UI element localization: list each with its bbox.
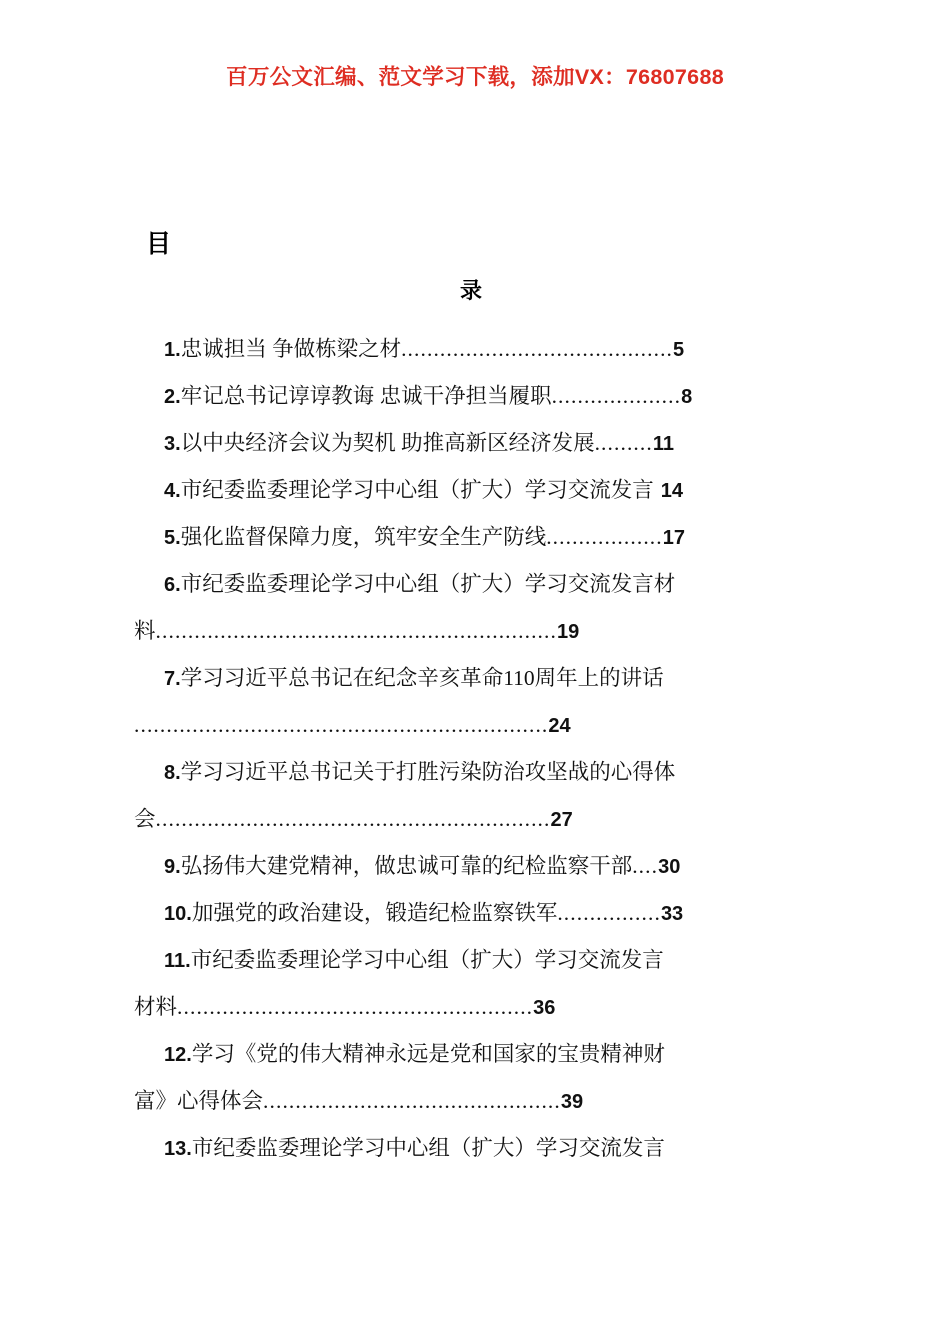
toc-entry-number: 13.: [164, 1138, 192, 1160]
promo-banner-text: 百万公文汇编、范文学习下载，添加VX：76807688: [226, 65, 724, 89]
toc-entry-line-continued: [134, 702, 814, 749]
toc-page-number: 36: [533, 997, 556, 1019]
toc-entry-line-continued: [134, 1078, 814, 1125]
toc-leader-dots: .......................................................: [177, 995, 534, 1019]
toc-leader-dots: ....................: [551, 384, 682, 408]
toc-entry[interactable]: [134, 373, 814, 420]
toc-entry-title: 市纪委监委理论学习中心组（扩大）学习交流发言材: [180, 572, 676, 596]
toc-entry-number: 6.: [164, 574, 181, 596]
toc-entry-title: 忠诚担当 争做栋梁之材: [180, 337, 402, 361]
toc-entry-line: [134, 1031, 814, 1078]
toc-entry-title: 学习习近平总书记在纪念辛亥革命110周年上的讲话: [180, 666, 664, 690]
toc-entry-number: 10.: [164, 903, 192, 925]
toc-page-number: 14: [660, 480, 683, 502]
toc-entry-line-continued: [134, 608, 814, 655]
toc-entry[interactable]: [134, 561, 814, 655]
toc-entry-number: 12.: [164, 1044, 192, 1066]
toc-entry-line: [134, 749, 814, 796]
toc-entry-line: [134, 655, 814, 702]
toc-entry-line: [134, 890, 814, 937]
toc-entry-line: [134, 420, 814, 467]
toc-entry[interactable]: [134, 655, 814, 749]
toc-entry-title: 市纪委监委理论学习中心组（扩大）学习交流发言: [180, 478, 654, 502]
toc-entry-title-continued: 会: [134, 807, 156, 831]
toc-page-number: 11: [652, 433, 675, 455]
toc-entry-title: 牢记总书记谆谆教诲 忠诚干净担当履职: [180, 384, 552, 408]
toc-entry-number: 5.: [164, 527, 181, 549]
toc-entry[interactable]: [134, 467, 814, 514]
toc-page-number: 8: [681, 386, 693, 408]
toc-page-number: 27: [550, 809, 573, 831]
toc-entry-title: 学习习近平总书记关于打胜污染防治攻坚战的心得体: [180, 760, 676, 784]
toc-entry[interactable]: [134, 420, 814, 467]
toc-page-number: 19: [556, 621, 580, 643]
toc-entry-number: 11.: [164, 950, 191, 972]
toc-entry[interactable]: [134, 514, 814, 561]
toc-entry[interactable]: [134, 1125, 814, 1172]
toc-entry-title-continued: 材料: [134, 995, 178, 1019]
toc-entry-line: [134, 1125, 814, 1172]
toc-page-number: 39: [560, 1091, 584, 1113]
toc-entry-number: 7.: [164, 668, 181, 690]
toc-leader-dots: ..............................................: [263, 1089, 561, 1113]
toc-entry[interactable]: [134, 326, 814, 373]
toc-entry-line: [134, 514, 814, 561]
toc-entry-title: 加强党的政治建设，锻造纪检监察铁军: [191, 901, 558, 925]
toc-leader-dots: ....: [632, 854, 659, 878]
toc-entry-title-continued: 富》心得体会: [134, 1089, 264, 1113]
toc-entry-number: 2.: [164, 386, 181, 408]
toc-entry-title: 学习《党的伟大精神永远是党和国家的宝贵精神财: [191, 1042, 665, 1066]
toc-entry-title: 市纪委监委理论学习中心组（扩大）学习交流发言: [190, 948, 664, 972]
toc-entry[interactable]: [134, 937, 814, 1031]
toc-leader-dots: ..........................................: [401, 337, 674, 361]
toc-leader-dots: ................: [557, 901, 661, 925]
toc-entry-number: 9.: [164, 856, 181, 878]
toc-page-number: 24: [548, 715, 571, 737]
toc-leader-dots: ..............................................................: [155, 619, 557, 643]
toc-entry-number: 8.: [164, 762, 181, 784]
toc-title-char-lu: 录: [459, 278, 482, 303]
toc-entry-line: [134, 373, 814, 420]
toc-page-number: 30: [658, 856, 681, 878]
toc-leader-dots: ..................: [546, 525, 663, 549]
toc-entry-number: 3.: [164, 433, 181, 455]
toc-entry-title: 市纪委监委理论学习中心组（扩大）学习交流发言: [191, 1136, 665, 1160]
toc-entry-line-continued: [134, 796, 814, 843]
toc-entry[interactable]: [134, 749, 814, 843]
toc-entry-title: 以中央经济会议为契机 助推高新区经济发展: [180, 431, 595, 455]
toc-entry-number: 1.: [164, 339, 181, 361]
toc-page-number: 17: [662, 527, 686, 549]
toc-entry-title: 强化监督保障力度，筑牢安全生产防线: [180, 525, 547, 549]
toc-entry-line: [134, 843, 814, 890]
toc-entry-line: [134, 937, 814, 984]
toc-title-char-mu: 目: [146, 231, 172, 258]
toc-entry-title: 弘扬伟大建党精神，做忠诚可靠的纪检监察干部: [180, 854, 633, 878]
toc-leader-dots: .........: [594, 431, 653, 455]
toc-page-number: 33: [660, 903, 684, 925]
toc-entry-line-continued: [134, 984, 814, 1031]
toc-entry-line: [134, 326, 814, 373]
toc-entry-line: [134, 561, 814, 608]
toc-entry-title-continued: 料: [134, 619, 156, 643]
toc-page-number: 5: [673, 339, 685, 361]
toc-leader-dots: ................................................................: [134, 713, 549, 737]
toc-entry-line: [134, 467, 814, 514]
toc-entry[interactable]: [134, 1031, 814, 1125]
toc-leader-dots: .............................................................: [155, 807, 551, 831]
toc-list: [134, 326, 814, 1172]
toc-entry[interactable]: [134, 890, 814, 937]
toc-entry[interactable]: [134, 843, 814, 890]
toc-entry-number: 4.: [164, 480, 181, 502]
